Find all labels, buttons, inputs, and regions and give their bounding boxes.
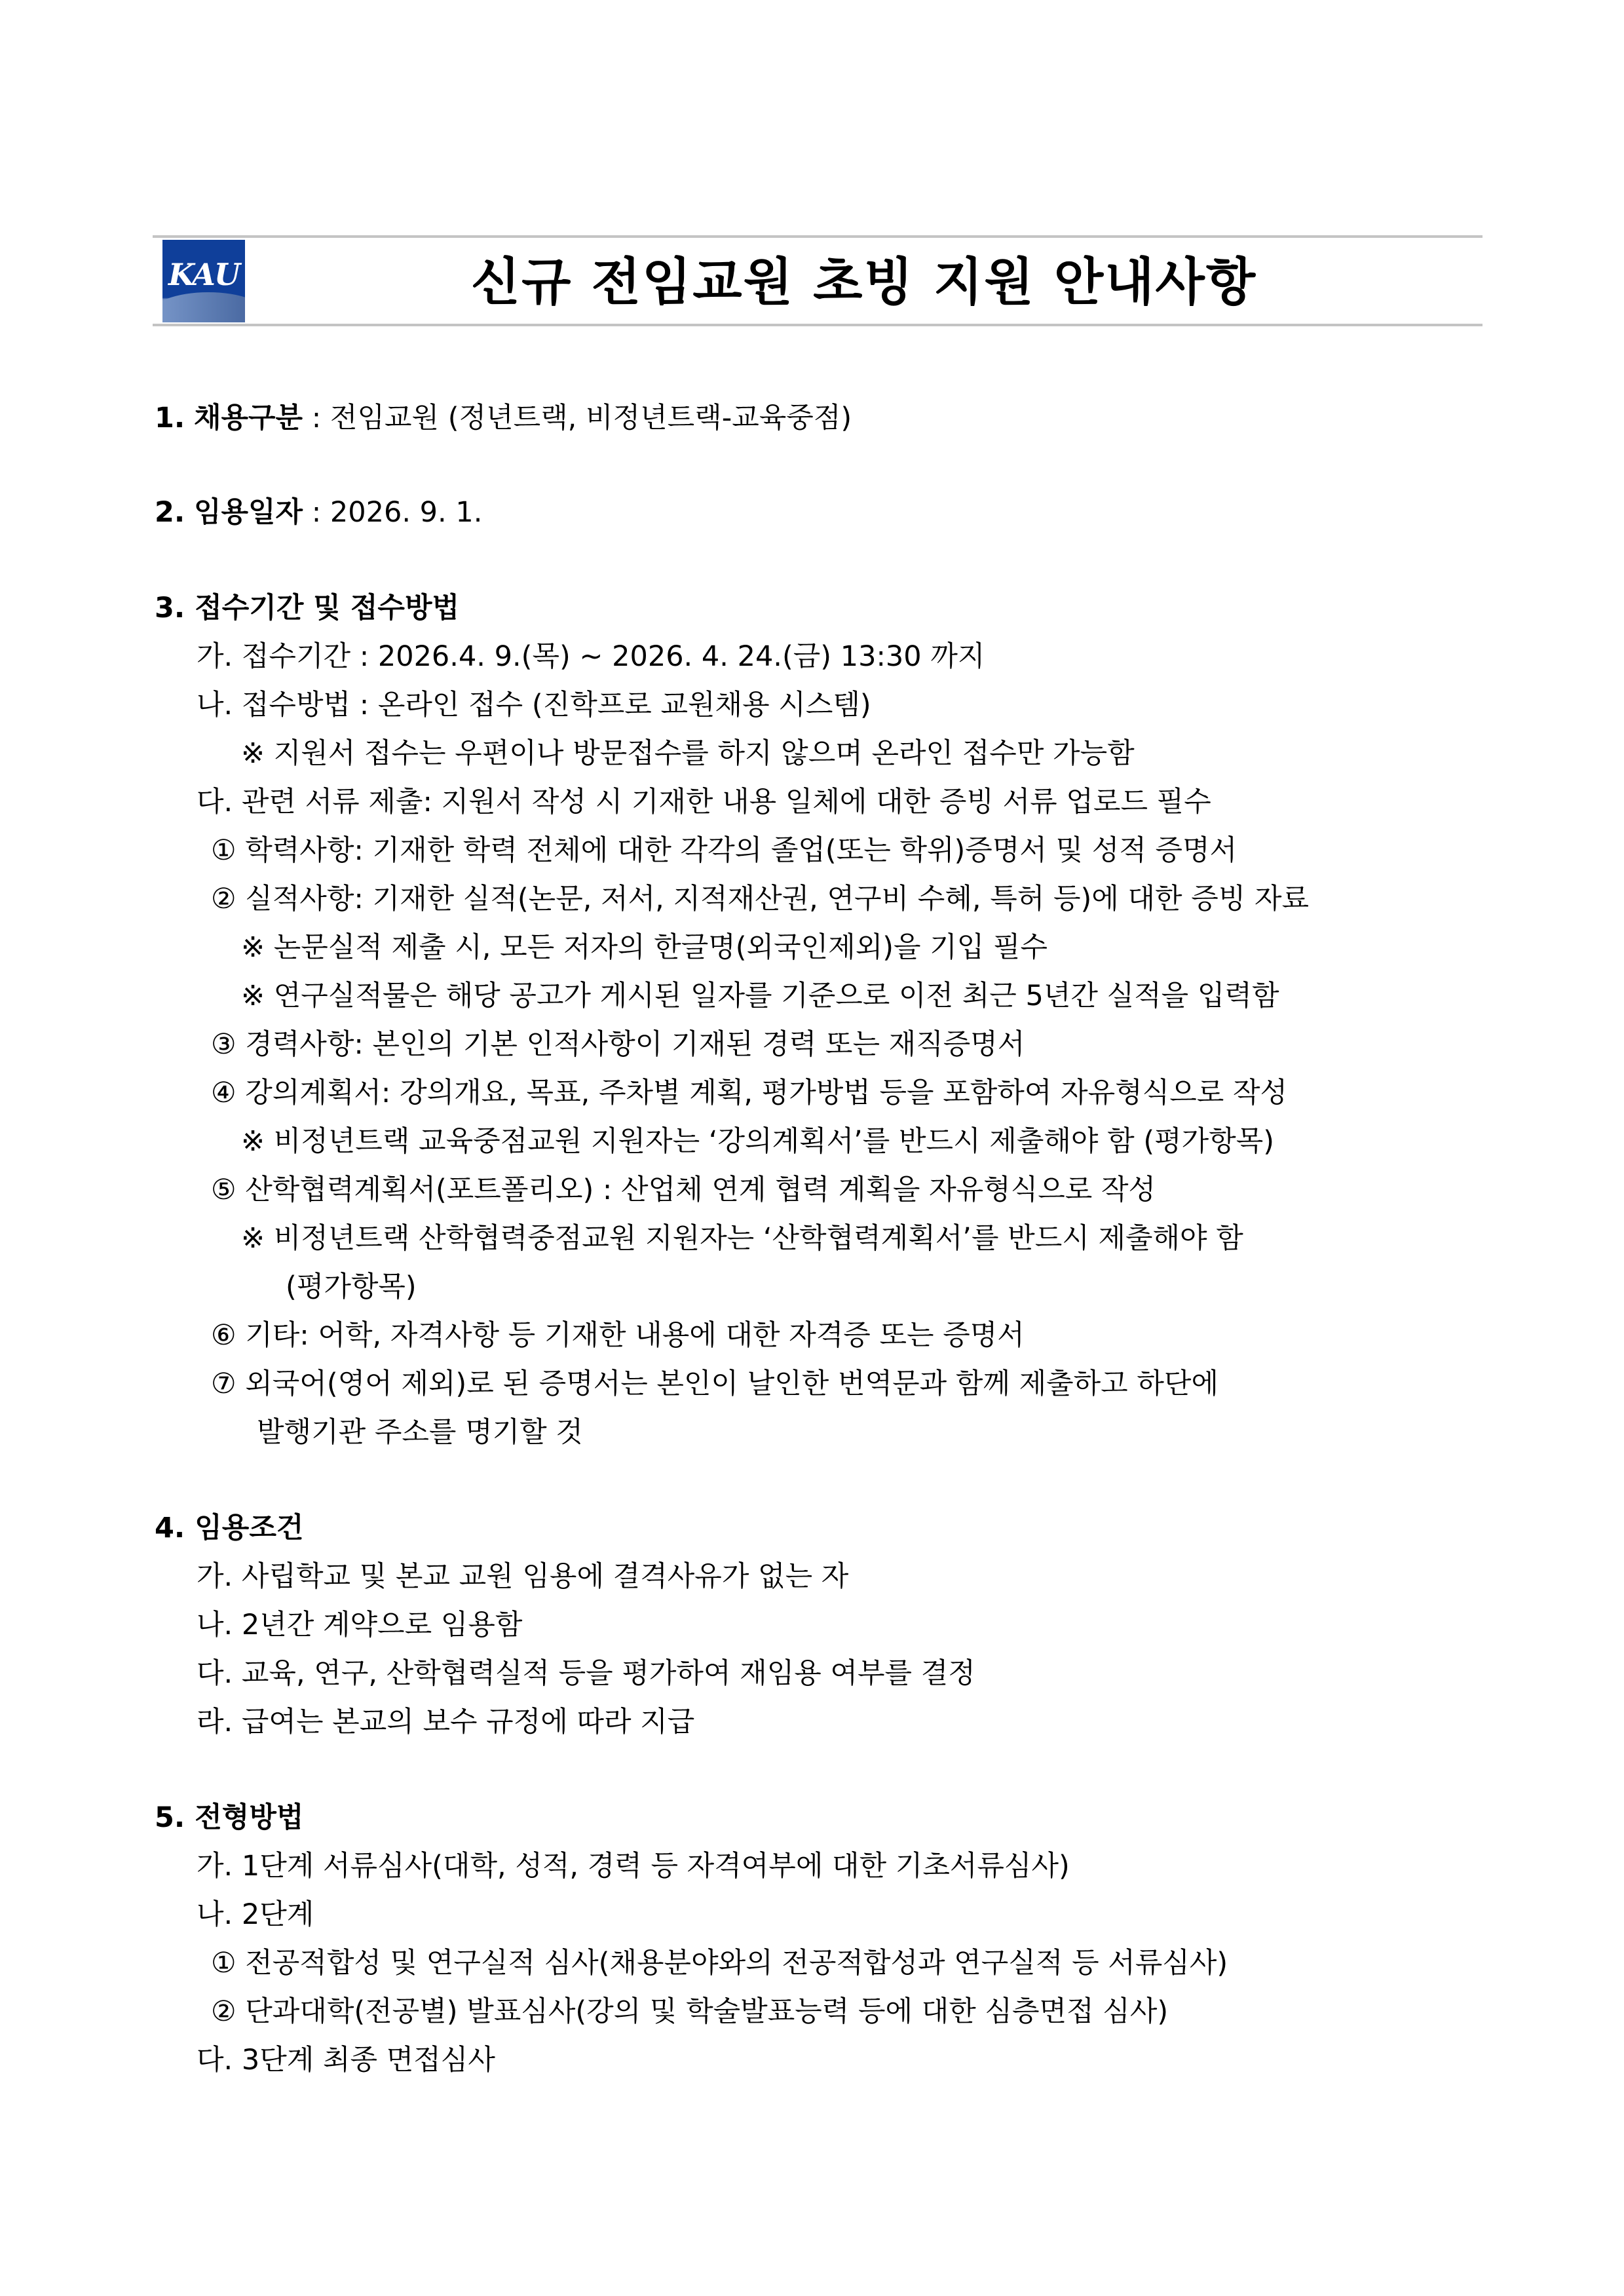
section-number: 2. <box>155 496 185 529</box>
list-item: 가. 사립학교 및 본교 교원 임용에 결격사유가 없는 자 <box>197 1560 849 1593</box>
list-item: 다. 관련 서류 제출: 지원서 작성 시 기재한 내용 일체에 대한 증빙 서류 업로드 필수 <box>197 786 1211 818</box>
list-item: 나. 2년간 계약으로 임용함 <box>197 1609 523 1641</box>
list-item: ② 단과대학(전공별) 발표심사(강의 및 학술발표능력 등에 대한 심층면접 심사) <box>211 1995 1169 2028</box>
list-item: 나. 2단계 <box>197 1898 314 1931</box>
list-item: ⑤ 산학협력계획서(포트폴리오) : 산업체 연계 협력 계획을 자유형식으로 작성 <box>211 1174 1156 1206</box>
section-heading: 채용구분 <box>193 402 303 434</box>
header-top-rule <box>153 235 1482 238</box>
logo-wave-shape <box>162 292 245 322</box>
section-1 <box>155 398 852 438</box>
section-heading: 임용조건 <box>195 1512 304 1544</box>
note-item: ※ 연구실적물은 해당 공고가 게시된 일자를 기준으로 이전 최근 5년간 실적을 입력함 <box>241 980 1279 1012</box>
section-number: 1. <box>155 402 185 434</box>
note-item: ※ 논문실적 제출 시, 모든 저자의 한글명(외국인제외)을 기입 필수 <box>241 931 1048 964</box>
note-item: ※ 지원서 접수는 우편이나 방문접수를 하지 않으며 온라인 접수만 가능함 <box>241 737 1135 770</box>
list-item: ② 실적사항: 기재한 실적(논문, 저서, 지적재산권, 연구비 수혜, 특허 등)에 대한 증빙 자료 <box>211 883 1310 915</box>
list-item: 나. 접수방법 : 온라인 접수 (진학프로 교원채용 시스템) <box>197 689 871 721</box>
section-heading: 임용일자 <box>193 496 303 529</box>
section-heading: 접수기간 및 접수방법 <box>195 592 460 624</box>
section-5-heading <box>155 1798 303 1837</box>
list-item-continuation: 발행기관 주소를 명기할 것 <box>257 1416 583 1449</box>
section-number: 5. <box>155 1801 185 1834</box>
section-value: : 2026. 9. 1. <box>303 496 483 529</box>
list-item: ⑥ 기타: 어학, 자격사항 등 기재한 내용에 대한 자격증 또는 증명서 <box>211 1319 1025 1352</box>
section-3-heading <box>155 588 459 628</box>
section-heading: 전형방법 <box>195 1801 304 1834</box>
note-item: ※ 비정년트랙 교육중점교원 지원자는 ‘강의계획서’를 반드시 제출해야 함 (평가항목) <box>241 1125 1275 1158</box>
list-item: ③ 경력사항: 본인의 기본 인적사항이 기재된 경력 또는 재직증명서 <box>211 1028 1025 1061</box>
list-item: 가. 1단계 서류심사(대학, 성적, 경력 등 자격여부에 대한 기초서류심사) <box>197 1850 1070 1883</box>
section-4-heading <box>155 1508 303 1548</box>
list-item: 다. 3단계 최종 면접심사 <box>197 2044 495 2076</box>
list-item: ⑦ 외국어(영어 제외)로 된 증명서는 본인이 날인한 번역문과 함께 제출하고 하단에 <box>211 1368 1219 1400</box>
document-title: 신규 전임교원 초빙 지원 안내사항 <box>470 253 1257 312</box>
note-item: ※ 비정년트랙 산학협력중점교원 지원자는 ‘산학협력계획서’를 반드시 제출해야 함 <box>241 1222 1243 1255</box>
note-item-continuation: (평가항목) <box>286 1271 417 1303</box>
list-item: 라. 급여는 본교의 보수 규정에 따라 지급 <box>197 1706 695 1738</box>
logo-text: KAU <box>168 257 239 292</box>
section-number: 4. <box>155 1512 185 1544</box>
section-number: 3. <box>155 592 185 624</box>
list-item: ① 전공적합성 및 연구실적 심사(채용분야와의 전공적합성과 연구실적 등 서류심사) <box>211 1947 1228 1980</box>
list-item: 다. 교육, 연구, 산학협력실적 등을 평가하여 재임용 여부를 결정 <box>197 1657 975 1690</box>
university-logo <box>162 240 245 322</box>
header-bottom-rule <box>153 324 1482 326</box>
section-value: : 전임교원 (정년트랙, 비정년트랙-교육중점) <box>303 402 852 434</box>
list-item: ④ 강의계획서: 강의개요, 목표, 주차별 계획, 평가방법 등을 포함하여 자유형식으로 작성 <box>211 1077 1288 1109</box>
list-item: 가. 접수기간 : 2026.4. 9.(목) ~ 2026. 4. 24.(금) 13:30 까지 <box>197 640 985 673</box>
list-item: ① 학력사항: 기재한 학력 전체에 대한 각각의 졸업(또는 학위)증명서 및 성적 증명서 <box>211 834 1237 867</box>
section-2 <box>155 493 482 532</box>
